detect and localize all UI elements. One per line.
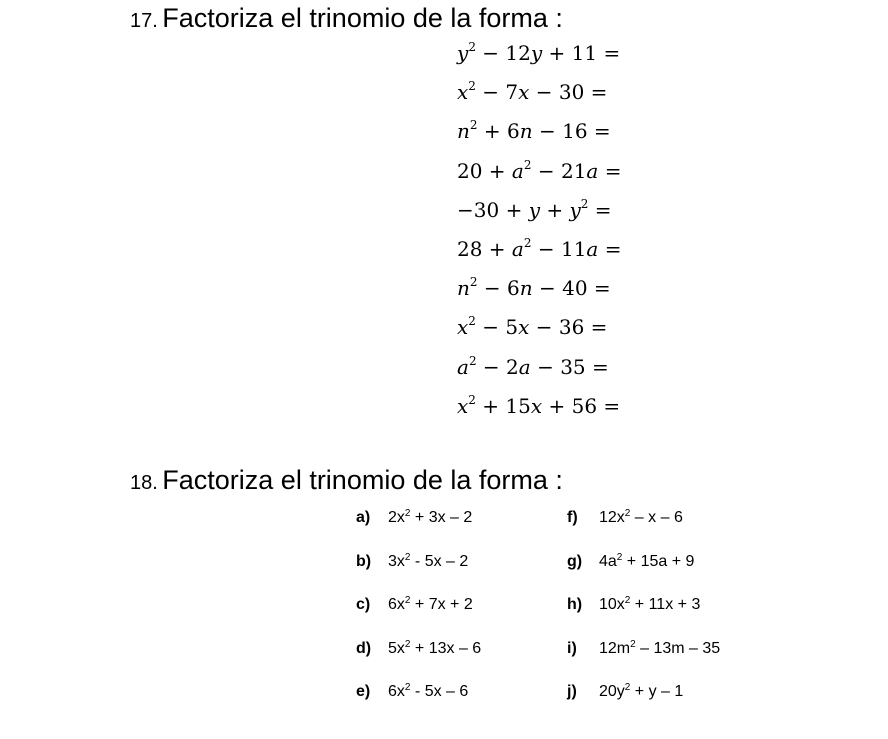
section-17-title: Factoriza el trinomio de la forma : [162, 3, 563, 33]
expression-text: + y – 1 [630, 683, 684, 700]
section-18-number: 18. [130, 472, 158, 494]
exercise-expression [388, 683, 468, 700]
equation-row [457, 38, 621, 77]
exercise-expression [599, 683, 683, 700]
expression-text: – x – 6 [630, 509, 683, 526]
expression-text: - 5x – 2 [410, 552, 469, 570]
exercise-label: d) [356, 639, 372, 657]
expression-text: + 56 = [542, 393, 621, 418]
exercise-expression [388, 640, 481, 657]
equation-row [457, 352, 621, 391]
expression-text: 5x [388, 639, 405, 657]
exercise-expression [388, 509, 472, 526]
expression-text: − 40 = [532, 276, 611, 301]
section-17-equation-list [457, 38, 621, 430]
expression-text: − 36 = [529, 315, 608, 340]
variable: x [457, 315, 469, 340]
variable: x [518, 80, 530, 105]
variable: a [518, 354, 531, 379]
exponent: 2 [616, 551, 623, 563]
equation-row [457, 391, 621, 430]
expression-text: − 6 [477, 276, 520, 301]
variable: x [530, 393, 543, 418]
section-17-number: 17. [130, 10, 158, 32]
equation-row [457, 234, 621, 273]
exercise-label: a) [356, 509, 371, 526]
exponent: 2 [624, 508, 631, 519]
exponent: 2 [630, 638, 636, 650]
equation-row [457, 273, 621, 312]
expression-text: = [588, 197, 612, 222]
expression-text: − 11 [531, 236, 587, 261]
variable: y [530, 41, 543, 65]
variable: y [569, 197, 581, 222]
expression-text: 12m [599, 639, 631, 657]
equation-row [457, 312, 621, 351]
expression-text: − 2 [476, 354, 519, 379]
exercise-label: j) [567, 683, 577, 700]
variable: a [511, 236, 524, 261]
exercise-label: g) [567, 552, 583, 570]
equation-row [457, 156, 621, 195]
equation-row [457, 195, 621, 234]
expression-text: 3x [388, 552, 405, 570]
expression-text: 2x [388, 509, 405, 526]
expression-text: −30 + [457, 197, 529, 222]
exercise-label: b) [356, 552, 372, 570]
variable: a [457, 354, 469, 379]
exercise-label: i) [567, 639, 577, 657]
variable: n [457, 276, 470, 301]
expression-text: = [598, 158, 622, 183]
exponent: 2 [404, 638, 411, 650]
exercise-expression [599, 640, 720, 657]
expression-text: + 7x + 2 [410, 596, 473, 613]
exponent: 2 [523, 157, 532, 172]
expression-text: + 11x + 3 [630, 596, 701, 613]
exponent: 2 [468, 392, 476, 407]
expression-text: + 15a + 9 [622, 552, 695, 570]
exercise-label: h) [567, 596, 583, 613]
section-18-left-column [356, 508, 481, 726]
expression-text: − 7 [475, 80, 519, 105]
expression-text: − 5 [475, 315, 519, 340]
expression-text: 20 + [457, 158, 512, 183]
expression-text: 28 + [457, 236, 512, 261]
equation-row [457, 116, 621, 155]
expression-text: − 16 = [532, 119, 611, 144]
expression-text: + 11 = [542, 41, 621, 65]
exponent: 2 [469, 118, 478, 133]
exercise-expression [599, 553, 694, 570]
exercise-item [356, 552, 481, 596]
expression-text: + 6 [477, 119, 520, 144]
exercise-item [567, 639, 720, 683]
exponent: 2 [404, 682, 411, 693]
exponent: 2 [468, 353, 477, 368]
expression-text: − 21 [531, 158, 587, 183]
exercise-item [567, 508, 720, 552]
exponent: 2 [404, 595, 411, 606]
exercise-item [356, 639, 481, 683]
exercise-label: e) [356, 683, 371, 700]
exercise-item [356, 595, 481, 639]
variable: y [528, 197, 540, 222]
section-18-heading [130, 465, 563, 496]
exercise-item [567, 682, 720, 726]
exercise-expression [388, 596, 473, 613]
variable: a [586, 236, 599, 261]
section-18-title: Factoriza el trinomio de la forma : [162, 465, 563, 495]
exponent: 2 [468, 79, 476, 94]
variable: a [586, 158, 599, 183]
variable: x [457, 80, 469, 105]
expression-text: − 30 = [529, 80, 608, 105]
exercise-label: c) [356, 596, 371, 613]
expression-text: 10x [599, 596, 625, 613]
exercise-item [356, 508, 481, 552]
variable: a [511, 158, 524, 183]
expression-text: − 12 [475, 41, 531, 65]
expression-text: - 5x – 6 [410, 683, 469, 700]
expression-text: + [540, 197, 570, 222]
expression-text: + 3x – 2 [410, 509, 473, 526]
exponent: 2 [468, 40, 476, 54]
exercise-item [567, 552, 720, 596]
expression-text: + 15 [475, 393, 531, 418]
exponent: 2 [523, 235, 532, 250]
section-18-right-column [567, 508, 720, 726]
exponent: 2 [404, 508, 411, 519]
exercise-item [567, 595, 720, 639]
exponent: 2 [469, 275, 478, 290]
expression-text: – 13m – 35 [635, 639, 721, 657]
variable: y [457, 41, 469, 65]
variable: n [519, 119, 533, 144]
expression-text: 20y [599, 683, 625, 700]
exercise-expression [599, 509, 683, 526]
exponent: 2 [404, 551, 411, 563]
exponent: 2 [580, 196, 589, 211]
variable: x [457, 393, 469, 418]
expression-text: 12x [599, 509, 625, 526]
expression-text: 6x [388, 596, 405, 613]
exercise-expression [599, 596, 700, 613]
expression-text: + 13x – 6 [410, 639, 482, 657]
section-17-heading [130, 3, 563, 34]
expression-text: = [598, 236, 622, 261]
exponent: 2 [624, 595, 631, 606]
variable: n [457, 119, 470, 144]
expression-text: 4a [599, 552, 617, 570]
exponent: 2 [624, 682, 631, 693]
exercise-label: f) [567, 509, 578, 526]
variable: n [519, 276, 533, 301]
variable: x [518, 315, 530, 340]
equation-row [457, 77, 621, 116]
expression-text: − 35 = [530, 354, 609, 379]
exercise-expression [388, 553, 468, 570]
expression-text: 6x [388, 683, 405, 700]
exponent: 2 [468, 314, 476, 329]
exercise-item [356, 682, 481, 726]
